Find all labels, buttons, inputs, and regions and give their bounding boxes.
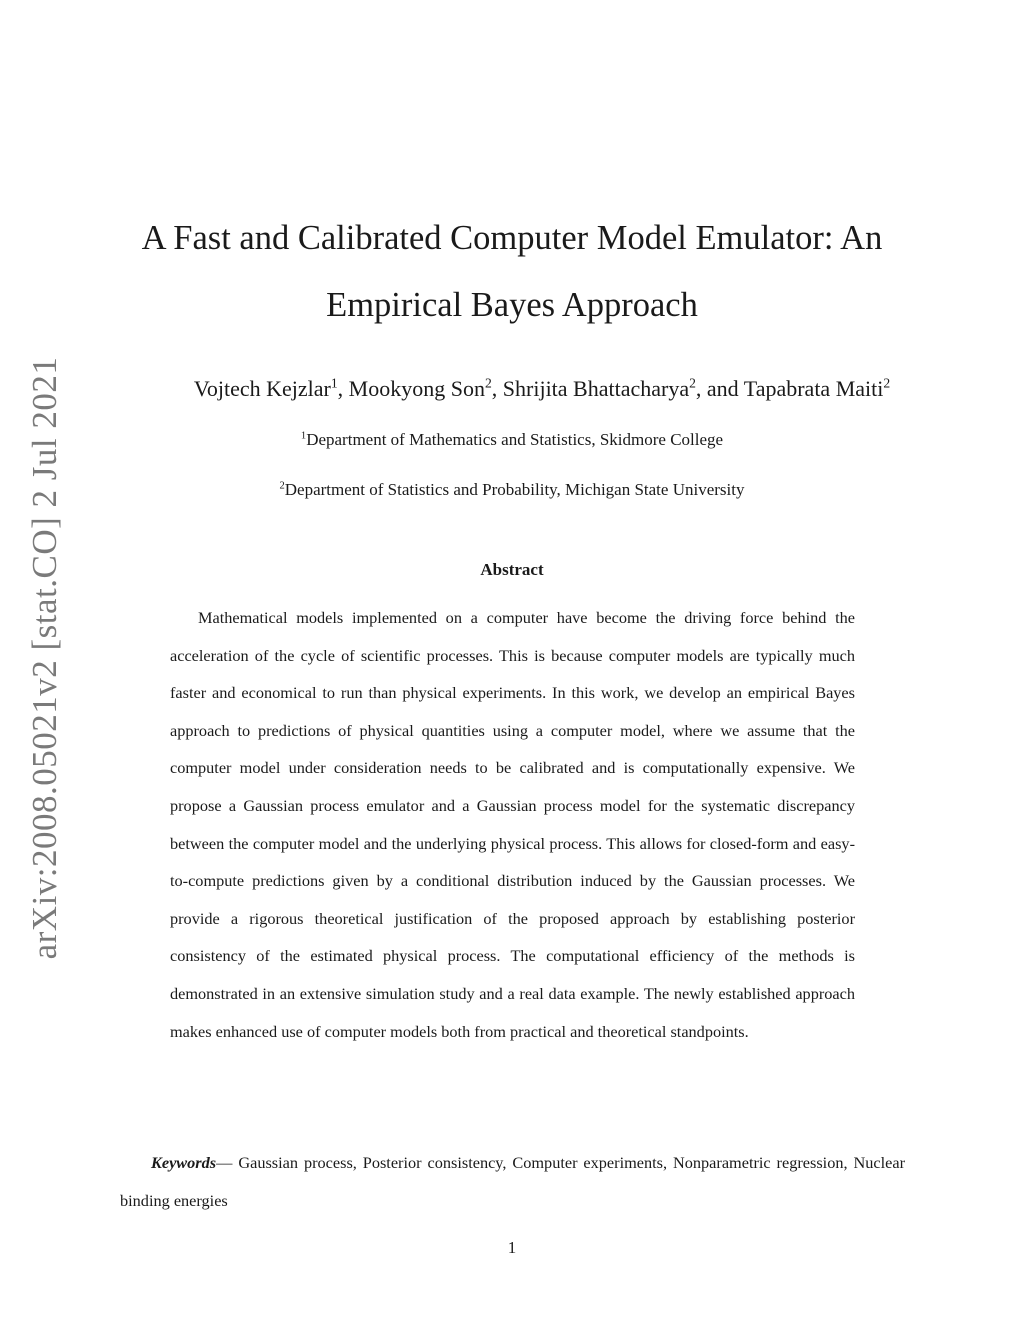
keywords-dash: — [216,1153,233,1172]
keywords-label: Keywords [151,1153,217,1172]
affiliation-mark: 2 [484,375,492,391]
keywords-text: Gaussian process, Posterior consistency, Computer experiments, Nonparametric regression, Nuclear binding energies [120,1153,905,1210]
arxiv-identifier-stamp: arXiv:2008.05021v2 [stat.CO] 2 Jul 2021 [25,356,64,960]
author: Mookyong Son$^2$, [348,375,503,401]
abstract-body: Mathematical models implemented on a computer have become the driving force behind the acceleration of the cycle of scientific processes. This is because computer models are typically much faster and economical to run than physical experiments. In this work, we develop an empirical Bayes approach to predictions of physical quantities using a computer model, where we assume that the computer model under consideration needs to be calibrated and is computationally expensive. We propose a Gaussian process emulator and a Gaussian process model for the systematic discrepancy between the computer model and the underlying physical process. This allows for closed-form and easy-to-compute predictions given by a conditional distribution induced by the Gaussian processes. We provide a rigorous theoretical justification of the proposed approach by establishing posterior consistency of the estimated physical process. The computational efficiency of the methods is demonstrated in an extensive simulation study and a real data example. The newly established approach makes enhanced use of computer models both from practical and theoretical standpoints. [170,608,855,1041]
paper-title: A Fast and Calibrated Computer Model Emulator: An Empirical Bayes Approach [141,219,883,324]
affiliation-mark: 2 [883,375,891,391]
affiliation-mark: 2 [689,375,696,391]
page-number: 1 [507,1238,517,1257]
affiliation-1: $^1$Department of Mathematics and Statistics, Skidmore College [300,430,724,449]
affiliation-2: $^2$Department of Statistics and Probability, Michigan State University [279,480,745,499]
keywords [120,1144,905,1219]
author-list [60,373,1024,405]
affiliation-mark: 2 [279,480,285,492]
affiliation-mark: 1 [330,375,338,391]
author: Vojtech Kejzlar$^1$, [193,375,349,401]
author: Tapabrata Maiti$^2$ [743,375,891,401]
author: Shrijita Bhattacharya$^2$, and [502,375,744,401]
abstract-heading: Abstract [480,560,544,579]
affiliation-mark: 1 [300,430,307,442]
